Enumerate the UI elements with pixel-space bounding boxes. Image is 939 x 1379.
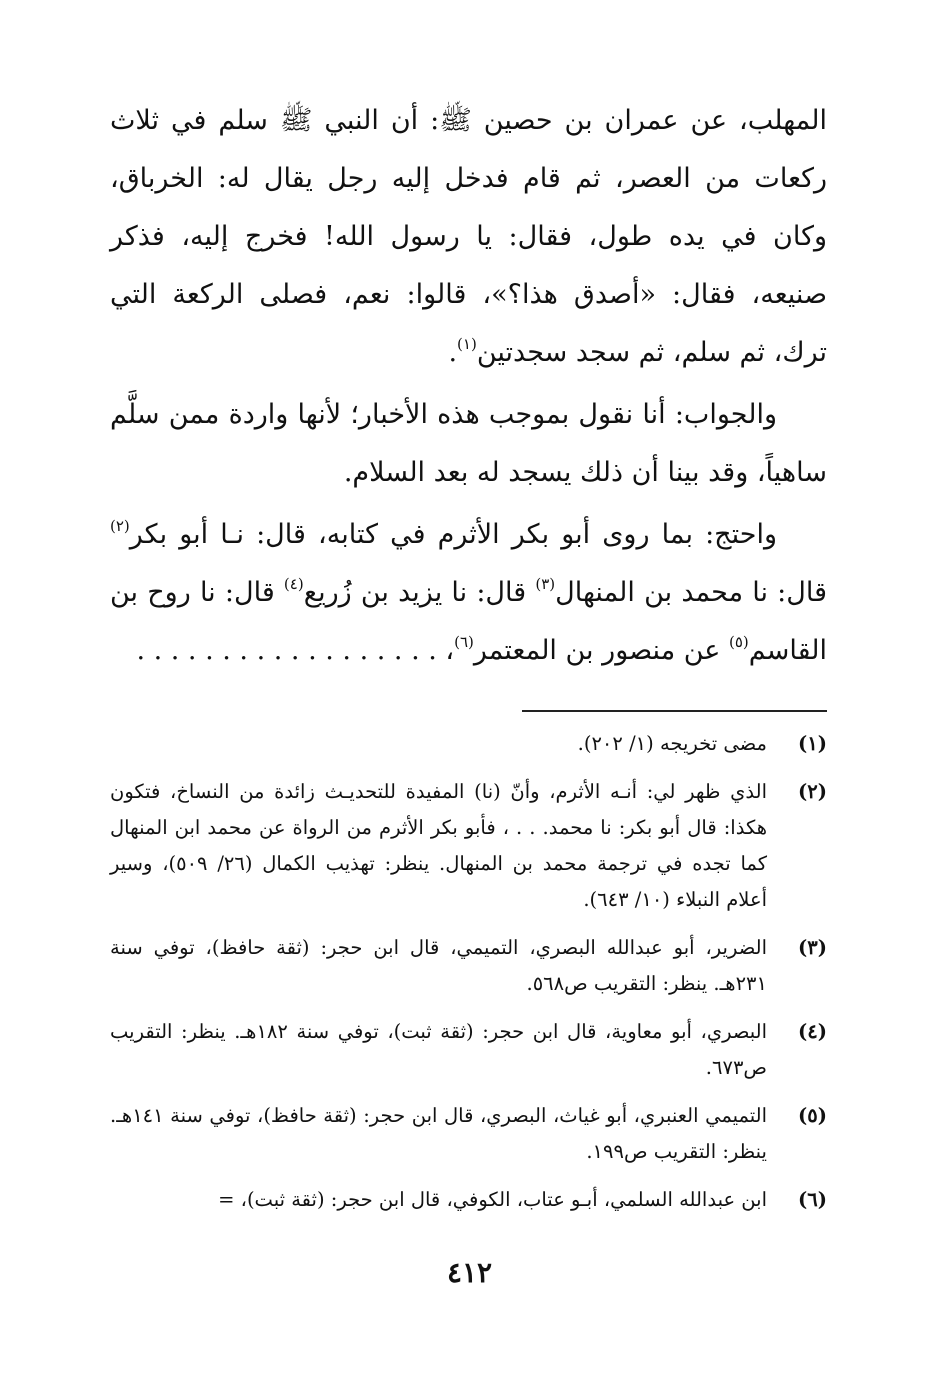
paragraph-text: المهلب، عن عمران بن حصين ﷺ: أن النبي ﷺ سلم في ثلاث ركعات من العصر، ثم قام فدخل إليه رجل يقال له: الخرباق، وكان في يده طول، فقال: يا رسول الله! فخرج إليه، فذكر صنيعه، فقال: «أصدق هذا؟»، قالوا: نعم، فصلى الركعة التي ترك، ثم سلم، ثم سجد سجدتين (110, 105, 827, 368)
paragraph-text: عن منصور بن المعتمر (473, 635, 729, 666)
footnote-ref[interactable]: (٣) (535, 575, 556, 593)
footnote-number: (٥) (798, 1104, 827, 1127)
paragraph-answer: والجواب: أنا نقول بموجب هذه الأخبار؛ لأنها واردة ممن سلَّم ساهياً، وقد بينا أن ذلك يسجد له بعد السلام. (110, 399, 827, 488)
paragraph-text: ، (436, 635, 455, 666)
footnotes-section (110, 726, 827, 1218)
continuation-dots: . . . . . . . . . . . . . . . . . . (136, 635, 437, 666)
footnote-item (110, 1014, 827, 1086)
page-content (110, 92, 827, 1379)
footnote-number: (٢) (798, 780, 827, 803)
footnote-text: الضرير، أبو عبدالله البصري، التميمي، قال ابن حجر: (ثقة حافظ)، توفي سنة ٢٣١هـ. ينظر: التقريب ص٥٦٨. (110, 936, 767, 995)
footnote-text: الذي ظهر لي: أنـه الأثرم، وأنّ (نا) المفيدة للتحديـث زائدة من النساخ، فتكون هكذا: قال أبو بكر: نا محمد. . . ، فأبو بكر الأثرم من الرواة عن محمد ابن المنهال كما تجده في ترجمة محمد بن المنهال. ينظر: تهذيب الكمال (٢٦/ ٥٠٩)، وسير أعلام النبلاء (١٠/ ٦٤٣). (110, 780, 767, 911)
footnote-item (110, 1182, 827, 1218)
footnote-text: ابن عبدالله السلمي، أبـو عتاب، الكوفي، قال ابن حجر: (ثقة ثبت)، = (218, 1188, 767, 1211)
footnote-item (110, 774, 827, 918)
paragraph-end: . (448, 337, 458, 368)
footnote-ref[interactable]: (٢) (110, 517, 130, 535)
footnote-number: (٣) (798, 936, 827, 959)
footnote-item (110, 726, 827, 762)
footnote-item (110, 1098, 827, 1170)
footnote-text: مضى تخريجه (١/ ٢٠٢). (577, 732, 767, 755)
footnote-text: البصري، أبو معاوية، قال ابن حجر: (ثقة ثبت)، توفي سنة ١٨٢هـ. ينظر: التقريب ص٦٧٣. (110, 1020, 767, 1079)
paragraph-text: قال: نا محمد بن المنهال (555, 577, 827, 608)
paragraph-text: واحتج: بما روى أبو بكر الأثرم في كتابه، قال: نـا أبو بكر (129, 519, 777, 550)
footnote-divider (522, 710, 827, 712)
footnote-ref[interactable]: (٦) (454, 633, 474, 651)
paragraph-text: قال: نا يزيد بن زُريع (303, 577, 536, 608)
footnote-number: (١) (798, 732, 827, 755)
paragraph-argument (110, 506, 827, 680)
main-text (110, 92, 827, 680)
footnote-ref[interactable]: (١) (457, 335, 477, 353)
footnote-number: (٤) (798, 1020, 827, 1043)
page-number: ٤١٢ (446, 1256, 493, 1289)
footnote-ref[interactable]: (٤) (283, 575, 304, 593)
footnote-item (110, 930, 827, 1002)
footnote-text: التميمي العنبري، أبو غياث، البصري، قال ابن حجر: (ثقة حافظ)، توفي سنة ١٤١هـ. ينظر: التقريب ص١٩٩. (110, 1104, 767, 1163)
paragraph-text: قال: نا روح بن القاسم (110, 577, 827, 666)
footnote-ref[interactable]: (٥) (729, 633, 749, 651)
paragraph-hadith (110, 92, 827, 382)
footnote-number: (٦) (798, 1188, 827, 1211)
